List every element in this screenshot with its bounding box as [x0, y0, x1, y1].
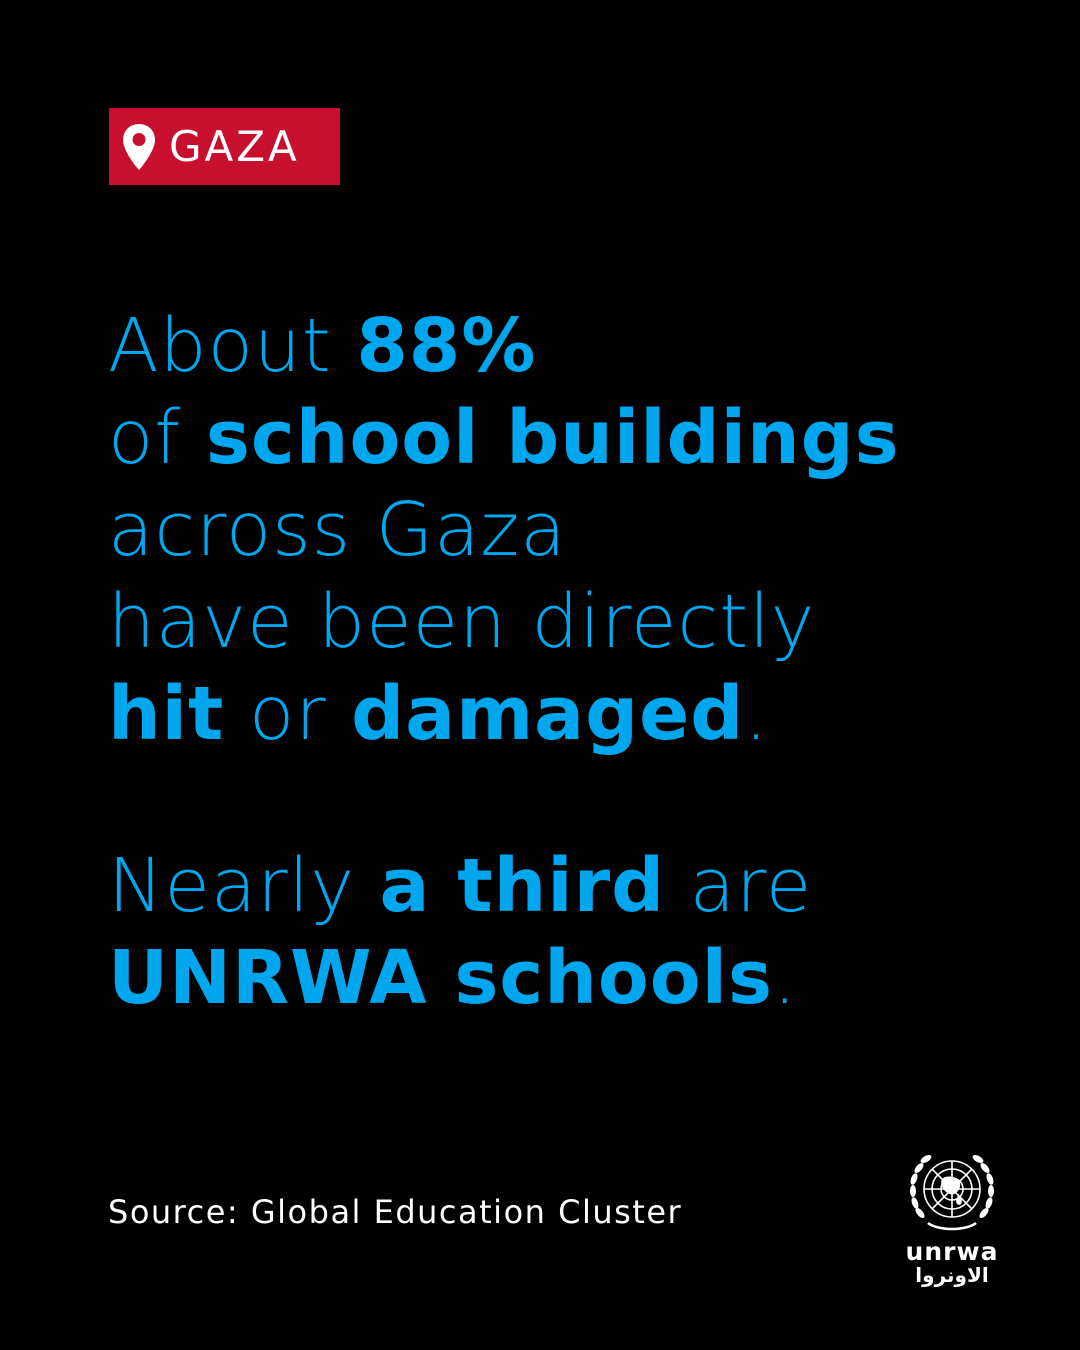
- paragraph-gap: [108, 760, 900, 840]
- un-emblem-icon: [898, 1143, 1006, 1243]
- source-citation: Source: Global Education Cluster: [108, 1193, 683, 1231]
- headline-text: About: [108, 303, 357, 389]
- headline-text: of: [108, 395, 206, 481]
- headline-line-7: [108, 932, 900, 1024]
- location-tag: [109, 108, 340, 185]
- headline-emphasis: school buildings: [205, 395, 900, 481]
- headline-emphasis: UNRWA schools: [108, 935, 774, 1021]
- headline: [108, 300, 900, 1024]
- headline-emphasis: damaged: [351, 671, 745, 757]
- map-pin-icon: [121, 122, 157, 172]
- headline-emphasis: 88%: [356, 303, 537, 389]
- logo-wordmark-arabic: الاونروا: [915, 1263, 989, 1287]
- headline-line-4: [108, 576, 900, 668]
- unrwa-logo: [892, 1143, 1012, 1293]
- location-label: GAZA: [169, 121, 300, 171]
- headline-text: Nearly: [108, 843, 380, 929]
- headline-punctuation: .: [773, 935, 798, 1021]
- headline-punctuation: .: [744, 671, 769, 757]
- headline-line-3: [108, 484, 900, 576]
- headline-text: have been directly: [108, 579, 816, 665]
- headline-text: or: [224, 671, 352, 757]
- headline-emphasis: hit: [108, 671, 225, 757]
- headline-text: are: [665, 843, 813, 929]
- logo-wordmark: unrwa: [905, 1237, 999, 1266]
- headline-line-5: [108, 668, 900, 760]
- headline-line-2: [108, 392, 900, 484]
- headline-line-1: [108, 300, 900, 392]
- headline-emphasis: a third: [379, 843, 666, 929]
- headline-text: across Gaza: [108, 487, 567, 573]
- headline-line-6: [108, 840, 900, 932]
